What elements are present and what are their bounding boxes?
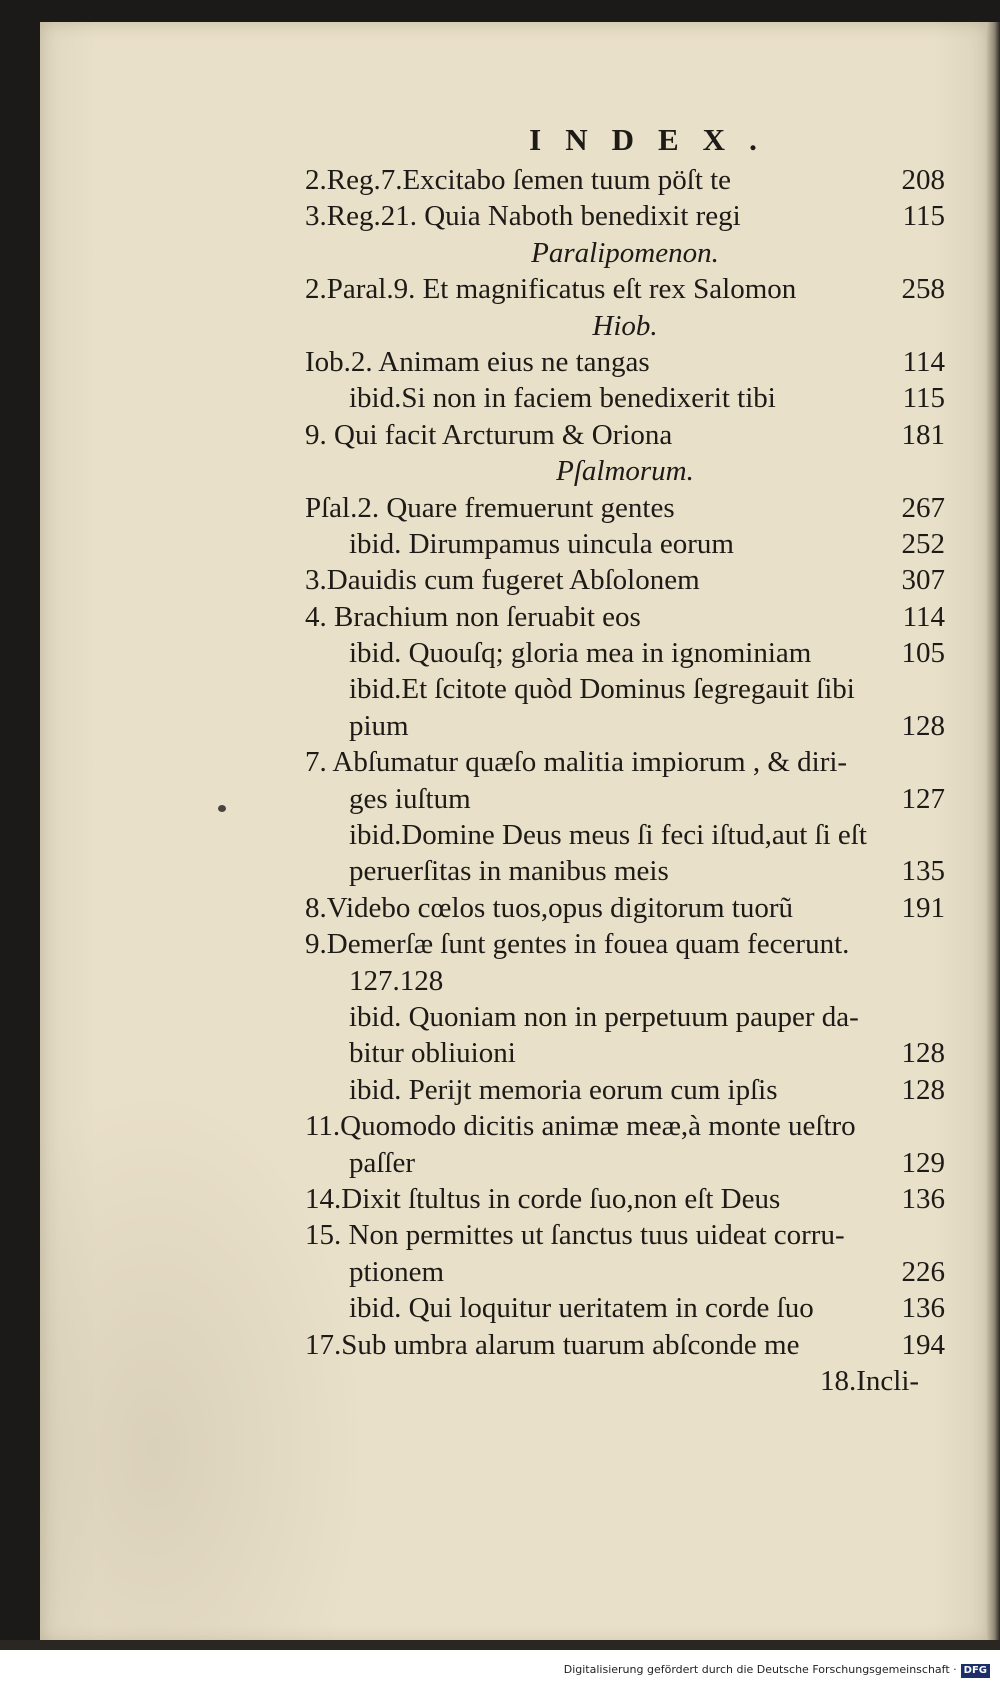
index-entry <box>305 380 945 416</box>
page-number: 114 <box>902 345 945 378</box>
catchword: 18.Incli- <box>820 1365 920 1397</box>
page-number: 307 <box>901 564 945 597</box>
page-heading: INDEX. <box>529 122 781 157</box>
index-entry <box>305 853 945 889</box>
entry-text: 9.Demerſæ ſunt gentes in fouea quam fecerunt. <box>305 928 850 961</box>
index-entry <box>305 1145 945 1181</box>
entry-text: pium <box>349 709 409 742</box>
entry-text: ibid. Quoniam non in perpetuum pauper da- <box>349 1000 859 1033</box>
entry-text: 11.Quomodo dicitis animæ meæ,à monte ueſtro <box>305 1110 856 1143</box>
entry-text: Pſalmorum. <box>556 455 694 488</box>
entry-text: bitur obliuioni <box>349 1037 516 1070</box>
entry-text: 127.128 <box>349 964 444 997</box>
entry-text: 17.Sub umbra alarum tuarum abſconde me <box>305 1328 800 1361</box>
page-number: 128 <box>901 1073 945 1106</box>
page-number: 267 <box>901 491 945 524</box>
index-entry <box>305 490 945 526</box>
index-entry <box>305 926 945 962</box>
entry-text: Hiob. <box>592 309 658 342</box>
entry-text: ibid. Qui loquitur ueritatem in corde ſuo <box>349 1292 814 1325</box>
entry-text: ibid. Quouſq; gloria mea in ignominiam <box>349 637 812 670</box>
dfg-logo: DFG <box>961 1664 990 1678</box>
ink-speck <box>218 805 226 812</box>
page-number: 258 <box>901 273 945 306</box>
section-heading <box>305 235 945 271</box>
index-entry <box>305 1181 945 1217</box>
entry-text: 9. Qui facit Arcturum & Oriona <box>305 418 673 451</box>
entry-text: 3.Dauidis cum fugeret Abſolonem <box>305 564 700 597</box>
entry-text: Iob.2. Animam eius ne tangas <box>305 345 650 378</box>
index-entries <box>305 162 945 1363</box>
entry-text: ibid.Si non in faciem benedixerit tibi <box>349 382 776 415</box>
entry-text: peruerſitas in manibus meis <box>349 855 669 888</box>
index-entry <box>305 708 945 744</box>
index-entry <box>305 890 945 926</box>
index-entry <box>305 198 945 234</box>
index-entry <box>305 344 945 380</box>
page-number: 252 <box>901 527 945 560</box>
entry-text: Pſal.2. Quare fremuerunt gentes <box>305 491 675 524</box>
entry-text: ibid. Dirumpamus uincula eorum <box>349 527 734 560</box>
page-number: 128 <box>901 1037 945 1070</box>
page-number: 194 <box>901 1328 945 1361</box>
index-entry <box>305 1035 945 1071</box>
page-shadow <box>0 1640 1000 1650</box>
entry-text: 3.Reg.21. Quia Naboth benedixit regi <box>305 200 741 233</box>
entry-text: 2.Paral.9. Et magnificatus eſt rex Salomon <box>305 273 797 306</box>
index-entry <box>305 963 945 999</box>
entry-text: 7. Abſumatur quæſo malitia impiorum , & diri- <box>305 746 848 779</box>
section-heading <box>305 308 945 344</box>
entry-text: ges iuſtum <box>349 782 471 815</box>
index-entry <box>305 781 945 817</box>
footer-text: Digitalisierung gefördert durch die Deutsche Forschungsgemeinschaft · <box>563 1663 957 1676</box>
page-number: 115 <box>902 200 945 233</box>
page-number: 226 <box>901 1255 945 1288</box>
entry-text: ptionem <box>349 1255 445 1288</box>
entry-text: ibid.Domine Deus meus ſi feci iſtud,aut ſi eſt <box>349 819 867 852</box>
index-entry <box>305 744 945 780</box>
page-number: 105 <box>901 637 945 670</box>
page-number: 181 <box>901 418 945 451</box>
entry-text: 8.Videbo cœlos tuos,opus digitorum tuorũ <box>305 891 794 924</box>
page-number: 127 <box>901 782 945 815</box>
entry-text: 2.Reg.7.Excitabo ſemen tuum pöſt te <box>305 164 732 196</box>
index-entry <box>305 526 945 562</box>
page-number: 129 <box>901 1146 945 1179</box>
entry-text: Paralipomenon. <box>531 236 719 269</box>
entry-text: ibid. Perijt memoria eorum cum ipſis <box>349 1073 778 1106</box>
index-entry <box>305 1108 945 1144</box>
page-number: 208 <box>901 164 945 196</box>
index-entry <box>305 999 945 1035</box>
entry-text: paſſer <box>349 1146 416 1179</box>
entry-text: 4. Brachium non ſeruabit eos <box>305 600 641 633</box>
index-entry <box>305 1254 945 1290</box>
index-entry <box>305 271 945 307</box>
index-entry <box>305 417 945 453</box>
digitization-footer <box>0 1660 990 1680</box>
entry-text: 15. Non permittes ut ſanctus tuus uideat corru- <box>305 1219 845 1252</box>
page-number: 136 <box>901 1292 945 1325</box>
page-number: 136 <box>901 1182 945 1215</box>
page-number: 135 <box>901 855 945 888</box>
page-number: 191 <box>901 891 945 924</box>
index-entry <box>305 1290 945 1326</box>
index-entry <box>305 1217 945 1253</box>
entry-text: ibid.Et ſcitote quòd Dominus ſegregauit ſibi <box>349 673 855 706</box>
page-edge <box>986 22 1000 1644</box>
index-entry <box>305 599 945 635</box>
entry-text: 14.Dixit ſtultus in corde ſuo,non eſt Deus <box>305 1182 781 1215</box>
index-entry <box>305 1327 945 1363</box>
index-entry <box>305 635 945 671</box>
index-entry <box>305 162 945 198</box>
page-number: 128 <box>901 709 945 742</box>
index-entry <box>305 562 945 598</box>
page-number: 114 <box>902 600 945 633</box>
index-entry <box>305 817 945 853</box>
section-heading <box>305 453 945 489</box>
index-entry <box>305 1072 945 1108</box>
page-number: 115 <box>902 382 945 415</box>
index-text <box>305 118 945 1363</box>
index-entry <box>305 671 945 707</box>
